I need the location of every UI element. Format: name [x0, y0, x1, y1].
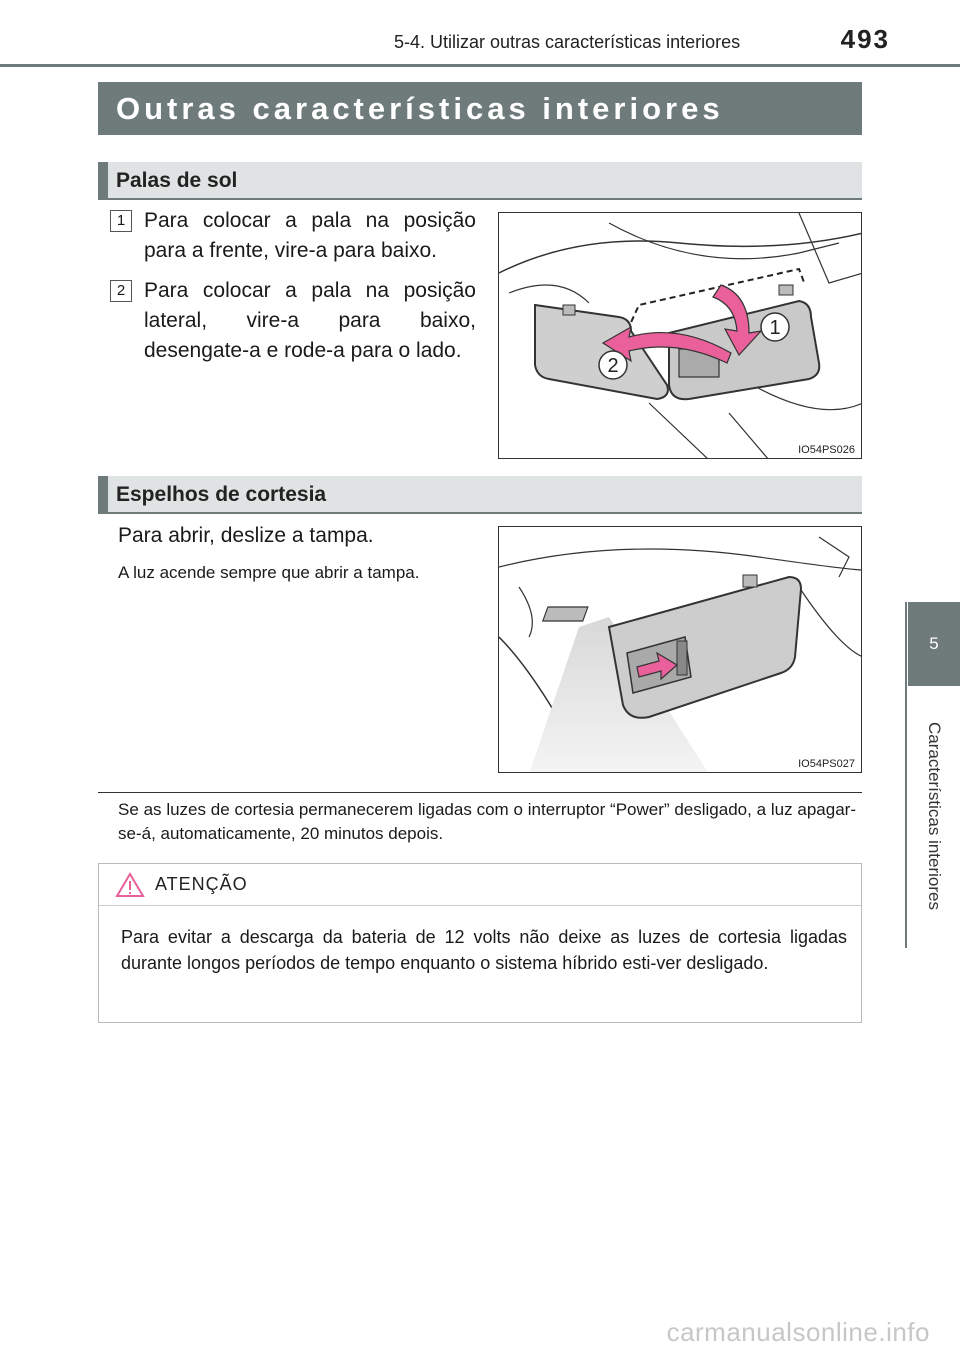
mirror-instruction: Para abrir, deslize a tampa.	[118, 524, 374, 547]
figure-code: IO54PS026	[798, 444, 855, 456]
step-text: Para colocar a pala na posição lateral, vire-a para baixo, desengate-a e rode-a para o lado.	[144, 279, 476, 362]
sun-visor-drawing	[499, 213, 862, 459]
vanity-mirror-illustration	[498, 526, 862, 773]
side-tab-line	[905, 602, 907, 948]
warning-triangle-icon	[115, 872, 145, 898]
sun-visor-step-2	[110, 276, 476, 366]
figure-code: IO54PS027	[798, 758, 855, 770]
chapter-title: 5-4. Utilizar outras características interiores	[394, 32, 741, 52]
side-tab-number: 5	[908, 602, 960, 686]
callout-1-label: 1	[769, 317, 781, 339]
section-title: Outras características interiores	[98, 82, 862, 135]
warning-title: ATENÇÃO	[155, 874, 248, 894]
step-number: 1	[110, 210, 132, 232]
sun-visor-illustration	[498, 212, 862, 459]
side-tab-label-wrap	[908, 696, 960, 936]
warning-text: Para evitar a descarga da bateria de 12 volts não deixe as luzes de cortesia ligadas durante longos períodos de tempo enquanto o sistema híbrido esti-ver desligado.	[121, 927, 847, 973]
vanity-mirrors-heading: Espelhos de cortesia	[98, 476, 862, 514]
side-tab-label: Características interiores	[925, 721, 945, 911]
sun-visors-heading: Palas de sol	[98, 162, 862, 200]
mirror-light-note: A luz acende sempre que abrir a tampa.	[118, 563, 420, 582]
sun-visor-step-1	[110, 206, 476, 266]
note-divider	[98, 792, 862, 793]
warning-box	[98, 863, 862, 1023]
callout-2-label: 2	[607, 355, 619, 377]
vanity-mirror-drawing	[499, 527, 862, 773]
watermark: carmanualsonline.info	[666, 1317, 930, 1347]
page-number: 493	[840, 24, 890, 54]
step-text: Para colocar a pala na posição para a frente, vire-a para baixo.	[144, 209, 476, 262]
header-rule	[0, 64, 960, 67]
step-number: 2	[110, 280, 132, 302]
auto-off-note: Se as luzes de cortesia permanecerem ligadas com o interruptor “Power” desligado, a luz apagar-se-á, automaticamente, 20 minutos depois.	[118, 800, 856, 843]
warning-header	[99, 864, 861, 906]
